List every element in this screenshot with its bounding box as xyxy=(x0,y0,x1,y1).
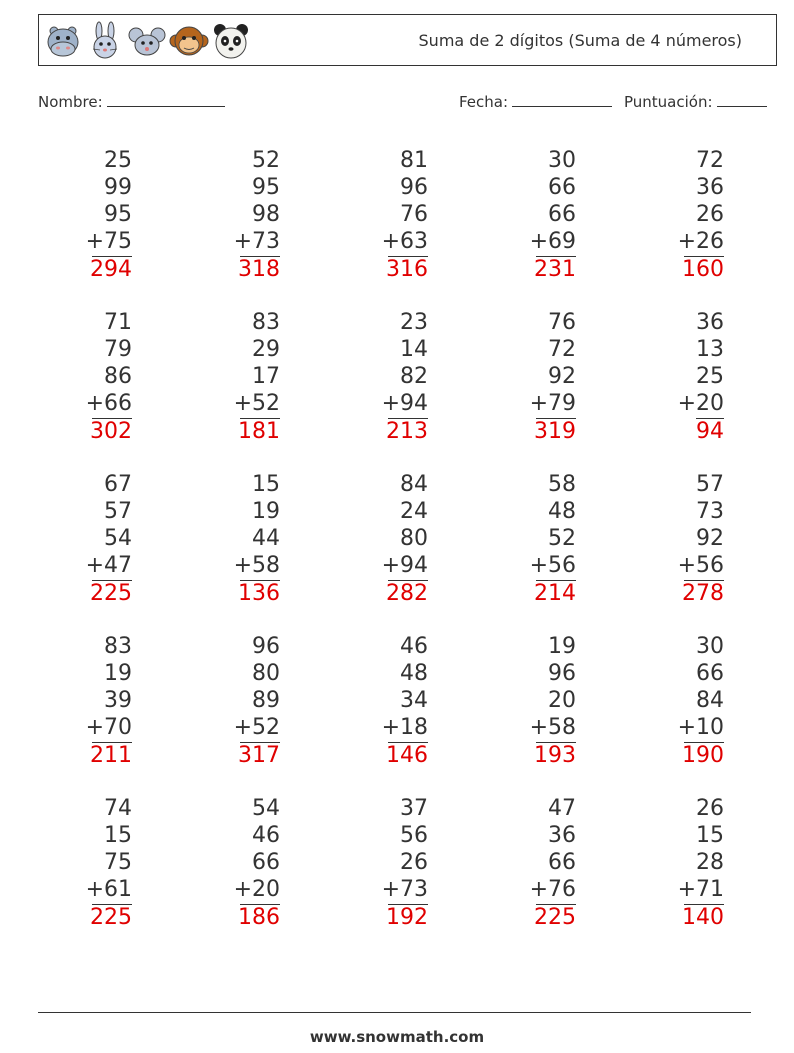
addend: 20 xyxy=(548,688,576,713)
addition-problem xyxy=(644,147,724,283)
addition-problem xyxy=(644,795,724,931)
addition-problem xyxy=(348,471,428,607)
answer: 192 xyxy=(386,905,428,930)
addend: 19 xyxy=(548,634,576,659)
addend: 79 xyxy=(104,337,132,362)
addition-problem xyxy=(348,633,428,769)
addend: 96 xyxy=(548,661,576,686)
addend-with-plus: +63 xyxy=(381,229,428,254)
addition-problem xyxy=(52,471,132,607)
addend: 56 xyxy=(400,823,428,848)
addend: 19 xyxy=(104,661,132,686)
addend: 25 xyxy=(696,364,724,389)
answer: 225 xyxy=(90,905,132,930)
addend: 57 xyxy=(696,472,724,497)
score-input-line[interactable] xyxy=(717,92,767,107)
addition-problem xyxy=(496,795,576,931)
addend: 95 xyxy=(252,175,280,200)
addend-with-plus: +52 xyxy=(233,715,280,740)
addend: 25 xyxy=(104,148,132,173)
addend: 66 xyxy=(696,661,724,686)
addend: 81 xyxy=(400,148,428,173)
worksheet-title: Suma de 2 dígitos (Suma de 4 números) xyxy=(418,31,742,50)
addend: 29 xyxy=(252,337,280,362)
addition-problem xyxy=(644,633,724,769)
answer: 140 xyxy=(682,905,724,930)
addend-with-plus: +52 xyxy=(233,391,280,416)
addend-with-plus: +20 xyxy=(677,391,724,416)
addend: 26 xyxy=(696,796,724,821)
addend: 96 xyxy=(400,175,428,200)
animal-icons xyxy=(43,19,251,63)
answer: 318 xyxy=(238,257,280,282)
addend: 15 xyxy=(104,823,132,848)
addend-with-plus: +56 xyxy=(529,553,576,578)
addend: 66 xyxy=(548,175,576,200)
addend: 76 xyxy=(400,202,428,227)
addition-problem xyxy=(200,633,280,769)
addend: 95 xyxy=(104,202,132,227)
addend: 84 xyxy=(696,688,724,713)
addend: 82 xyxy=(400,364,428,389)
answer: 225 xyxy=(90,581,132,606)
addend-with-plus: +47 xyxy=(85,553,132,578)
addend: 98 xyxy=(252,202,280,227)
addend-with-plus: +79 xyxy=(529,391,576,416)
addend-with-plus: +56 xyxy=(677,553,724,578)
addend-with-plus: +75 xyxy=(85,229,132,254)
answer: 193 xyxy=(534,743,576,768)
addend: 89 xyxy=(252,688,280,713)
addend-with-plus: +20 xyxy=(233,877,280,902)
addition-problem xyxy=(644,309,724,445)
addition-problem xyxy=(52,147,132,283)
addition-problem xyxy=(52,795,132,931)
answer: 213 xyxy=(386,419,428,444)
addition-problem xyxy=(496,633,576,769)
addend: 80 xyxy=(400,526,428,551)
addend: 36 xyxy=(548,823,576,848)
addition-problem xyxy=(52,633,132,769)
addend: 30 xyxy=(548,148,576,173)
addend: 39 xyxy=(104,688,132,713)
addend: 19 xyxy=(252,499,280,524)
answer: 316 xyxy=(386,257,428,282)
answer: 282 xyxy=(386,581,428,606)
addend: 58 xyxy=(548,472,576,497)
footer-site: www.snowmath.com xyxy=(309,1028,485,1046)
addend: 74 xyxy=(104,796,132,821)
addition-problem xyxy=(200,309,280,445)
addend-with-plus: +18 xyxy=(381,715,428,740)
addend: 57 xyxy=(104,499,132,524)
addend: 54 xyxy=(252,796,280,821)
answer: 211 xyxy=(90,743,132,768)
answer: 186 xyxy=(238,905,280,930)
addend: 72 xyxy=(548,337,576,362)
addend: 66 xyxy=(252,850,280,875)
panda-icon xyxy=(211,21,251,61)
score-field xyxy=(624,92,767,111)
addend: 86 xyxy=(104,364,132,389)
addition-problem xyxy=(496,147,576,283)
addend-with-plus: +58 xyxy=(233,553,280,578)
addition-problem xyxy=(348,795,428,931)
answer: 94 xyxy=(696,419,724,444)
monkey-icon xyxy=(169,21,209,61)
addend-with-plus: +10 xyxy=(677,715,724,740)
addend: 99 xyxy=(104,175,132,200)
name-input-line[interactable] xyxy=(107,92,225,107)
answer: 160 xyxy=(682,257,724,282)
addend: 92 xyxy=(548,364,576,389)
footer-divider xyxy=(38,1012,751,1013)
addend-with-plus: +70 xyxy=(85,715,132,740)
addend: 34 xyxy=(400,688,428,713)
addend: 14 xyxy=(400,337,428,362)
hippo-icon xyxy=(43,21,83,61)
answer: 181 xyxy=(238,419,280,444)
addend: 48 xyxy=(548,499,576,524)
addend: 83 xyxy=(252,310,280,335)
worksheet-header xyxy=(38,14,777,66)
addend: 73 xyxy=(696,499,724,524)
answer: 214 xyxy=(534,581,576,606)
addend-with-plus: +66 xyxy=(85,391,132,416)
addend: 37 xyxy=(400,796,428,821)
addend: 13 xyxy=(696,337,724,362)
addend: 66 xyxy=(548,202,576,227)
addend-with-plus: +58 xyxy=(529,715,576,740)
addend: 26 xyxy=(696,202,724,227)
rabbit-icon xyxy=(85,21,125,61)
addend-with-plus: +71 xyxy=(677,877,724,902)
name-field xyxy=(38,92,225,111)
addend: 52 xyxy=(252,148,280,173)
answer: 146 xyxy=(386,743,428,768)
addend-with-plus: +69 xyxy=(529,229,576,254)
addition-problem xyxy=(200,471,280,607)
addition-problem xyxy=(348,147,428,283)
addend: 15 xyxy=(696,823,724,848)
answer: 190 xyxy=(682,743,724,768)
date-input-line[interactable] xyxy=(512,92,612,107)
addition-problem xyxy=(348,309,428,445)
addend: 96 xyxy=(252,634,280,659)
addend: 75 xyxy=(104,850,132,875)
addend: 83 xyxy=(104,634,132,659)
addition-problem xyxy=(200,147,280,283)
addition-problem xyxy=(496,471,576,607)
addend: 36 xyxy=(696,175,724,200)
addend: 36 xyxy=(696,310,724,335)
addition-problem xyxy=(496,309,576,445)
addend: 24 xyxy=(400,499,428,524)
addend: 46 xyxy=(252,823,280,848)
addend: 67 xyxy=(104,472,132,497)
answer: 319 xyxy=(534,419,576,444)
addend: 44 xyxy=(252,526,280,551)
addend-with-plus: +76 xyxy=(529,877,576,902)
addend: 76 xyxy=(548,310,576,335)
date-field xyxy=(459,92,612,111)
addend: 46 xyxy=(400,634,428,659)
addition-problem xyxy=(52,309,132,445)
addend: 72 xyxy=(696,148,724,173)
score-label: Puntuación: xyxy=(624,93,713,111)
addend: 84 xyxy=(400,472,428,497)
addend: 30 xyxy=(696,634,724,659)
answer: 302 xyxy=(90,419,132,444)
answer: 278 xyxy=(682,581,724,606)
addend-with-plus: +73 xyxy=(233,229,280,254)
answer: 317 xyxy=(238,743,280,768)
addend: 23 xyxy=(400,310,428,335)
addend: 26 xyxy=(400,850,428,875)
addend: 28 xyxy=(696,850,724,875)
answer: 225 xyxy=(534,905,576,930)
addend: 52 xyxy=(548,526,576,551)
addend: 71 xyxy=(104,310,132,335)
addend-with-plus: +61 xyxy=(85,877,132,902)
addend: 47 xyxy=(548,796,576,821)
name-label: Nombre: xyxy=(38,93,103,111)
addition-problem xyxy=(200,795,280,931)
addend-with-plus: +73 xyxy=(381,877,428,902)
addend: 80 xyxy=(252,661,280,686)
mouse-icon xyxy=(127,21,167,61)
answer: 136 xyxy=(238,581,280,606)
addend: 54 xyxy=(104,526,132,551)
addend-with-plus: +26 xyxy=(677,229,724,254)
addend: 48 xyxy=(400,661,428,686)
addend: 17 xyxy=(252,364,280,389)
answer: 231 xyxy=(534,257,576,282)
addend: 92 xyxy=(696,526,724,551)
addend-with-plus: +94 xyxy=(381,553,428,578)
date-label: Fecha: xyxy=(459,93,509,111)
addition-problem xyxy=(644,471,724,607)
addend: 15 xyxy=(252,472,280,497)
answer: 294 xyxy=(90,257,132,282)
addend-with-plus: +94 xyxy=(381,391,428,416)
addend: 66 xyxy=(548,850,576,875)
